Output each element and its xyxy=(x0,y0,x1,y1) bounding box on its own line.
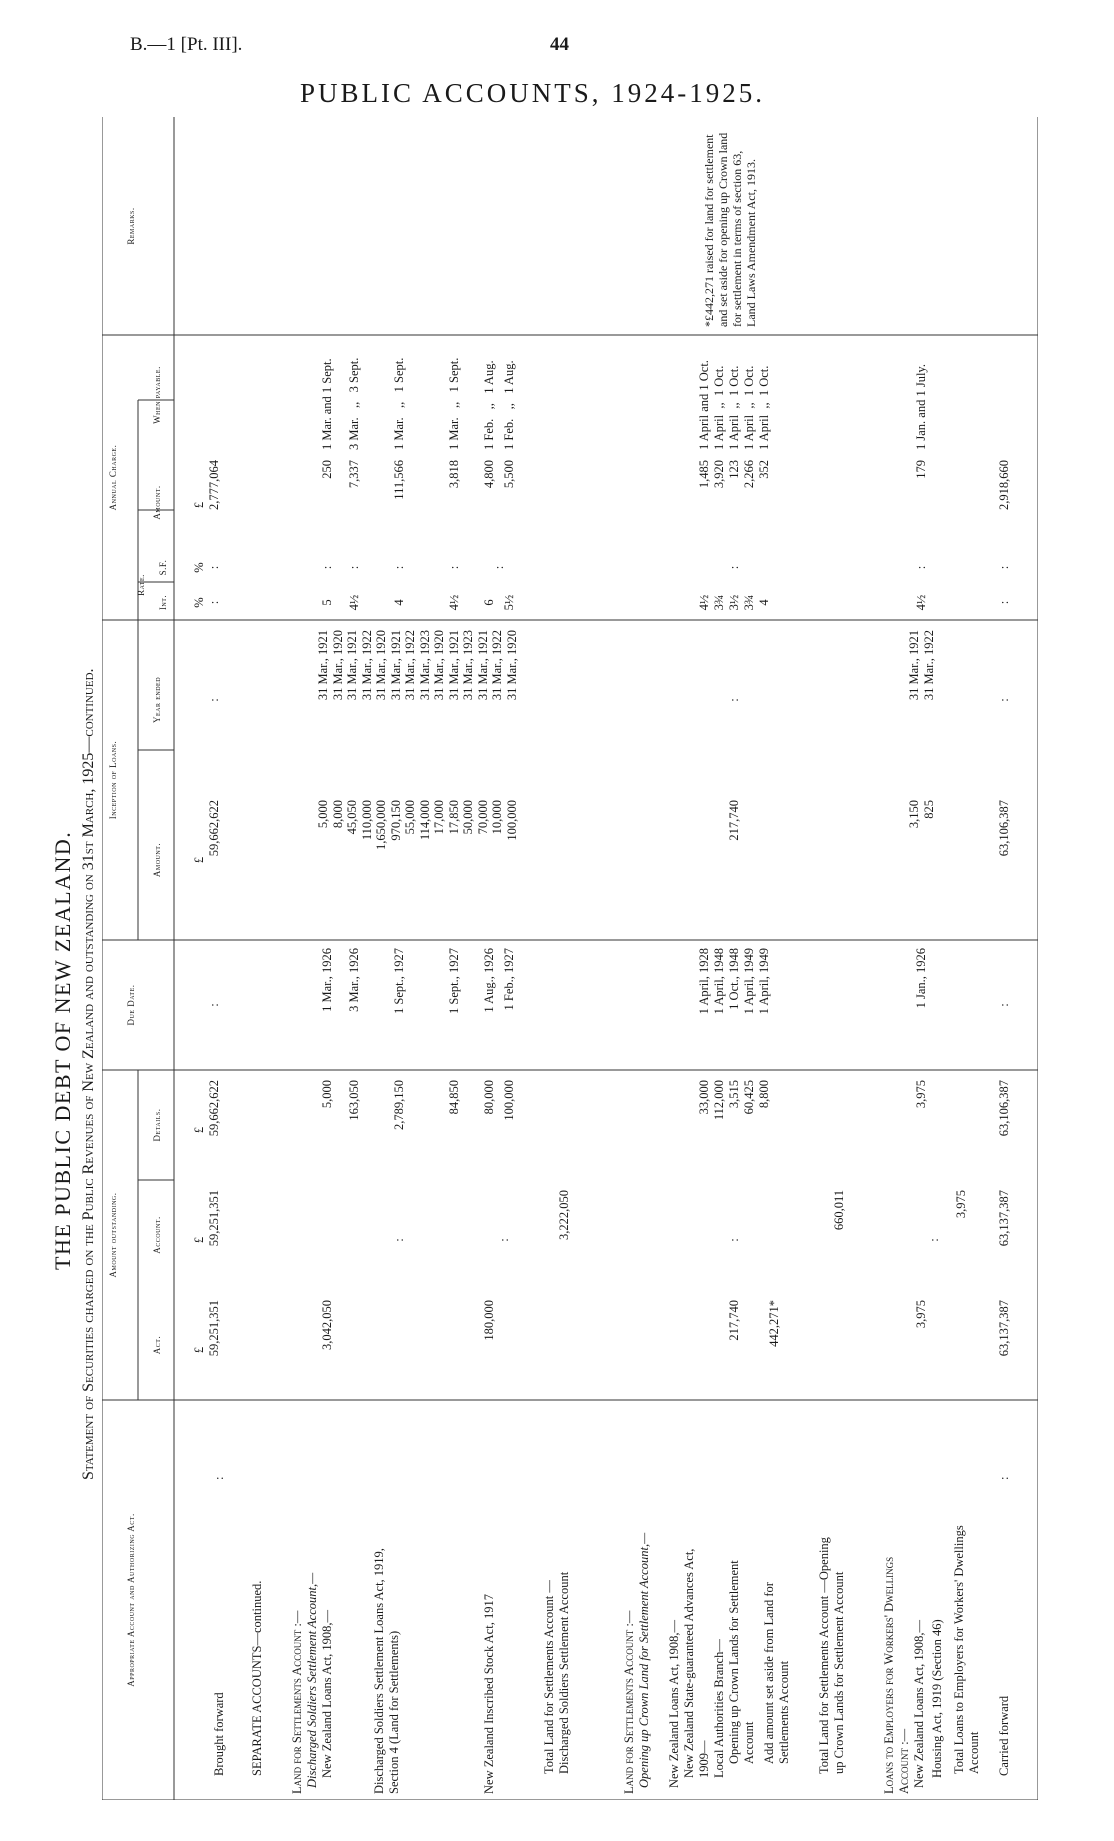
running-title: PUBLIC ACCOUNTS, 1924-1925. xyxy=(300,78,766,108)
rate-6: 5½ xyxy=(502,594,516,611)
document-title: THE PUBLIC DEBT OF NEW ZEALAND. xyxy=(50,830,75,1270)
dots: : xyxy=(320,565,334,570)
lfs-heading: Land for Settlements Account :— xyxy=(290,1610,304,1794)
dssla-det-2: 84,850 xyxy=(447,1080,461,1115)
bf-account: 59,251,351 xyxy=(207,1190,221,1247)
add-act: 442,271* xyxy=(767,1300,781,1347)
header-due: Due Date. xyxy=(126,984,136,1026)
add-amount-label: Add amount set aside from Land for Settlements Account xyxy=(762,1582,791,1764)
discharged-soldiers-act: Discharged Soldiers Settlement Loans Act, 1919, Section 4 (Land for Settlements) xyxy=(372,1548,401,1794)
inc-sga-amount: 217,740 xyxy=(727,800,741,841)
ann-3: 111,566 xyxy=(392,460,406,500)
rate-2: 4½ xyxy=(347,594,361,611)
dots: : xyxy=(392,1238,406,1242)
dots: : xyxy=(997,698,1011,702)
header-inc-year: Year ended xyxy=(152,676,162,724)
dots: : xyxy=(997,565,1011,570)
inc-housing-amounts: 3,150 825 xyxy=(907,800,936,829)
dots: : xyxy=(207,1003,221,1007)
when-4: 1 Mar. ,, 1 Sept. xyxy=(447,357,461,450)
dots: : xyxy=(727,698,741,702)
due-date-column xyxy=(102,940,1038,1070)
cf-details: 63,106,387 xyxy=(997,1080,1011,1137)
rate-1: 5 xyxy=(320,599,334,606)
header-inception: Inception of Loans. xyxy=(108,740,118,820)
housing-act: Housing Act, 1919 (Section 46) xyxy=(930,1619,944,1778)
rate-4: 4½ xyxy=(447,594,461,611)
dots: : xyxy=(997,1003,1011,1007)
cf-account: 63,137,387 xyxy=(997,1190,1011,1247)
header-rate-int: Int. xyxy=(158,594,168,611)
cf-act: 63,137,387 xyxy=(997,1300,1011,1357)
header-out-details: Details. xyxy=(152,1108,162,1142)
housing-act: 3,975 xyxy=(914,1300,928,1329)
total-dss-account: 3,222,050 xyxy=(557,1190,571,1240)
dots: : xyxy=(347,565,361,570)
when-6: 1 Feb. ,, 1 Aug. xyxy=(502,360,516,450)
pound-sign: £ xyxy=(192,1126,206,1134)
header-ann-amount: Amount. xyxy=(152,485,162,520)
page-number: 44 xyxy=(550,34,569,55)
dots: : xyxy=(997,1476,1011,1480)
bf-details: 59,662,622 xyxy=(207,1080,221,1137)
housing-det: 3,975 xyxy=(914,1080,928,1109)
pound-sign: £ xyxy=(192,501,206,509)
when-3: 1 Mar. ,, 1 Sept. xyxy=(392,357,406,450)
inc-years: 31 Mar., 1921 31 Mar., 1920 31 Mar., 1921 31 Mar., 1922 31 Mar., 1920 31 Mar., 1921 31 Mar., 1922 31 Mar., 1923 31 Mar., 1920 31 Mar., 1921 31 Mar., 1923 31 Mar., 1921 31 Mar., 1922 31 Mar., 1920 xyxy=(316,630,519,701)
when-2: 3 Mar. ,, 3 Sept. xyxy=(347,357,361,450)
sga-details: 33,000 112,000 3,515 60,425 8,800 xyxy=(697,1080,771,1121)
dots: : xyxy=(914,565,928,570)
due-3: 1 Sept., 1927 xyxy=(392,948,406,1014)
inc-cf-amount: 63,106,387 xyxy=(997,800,1011,857)
due-sga: 1 April, 1928 1 April, 1948 1 Oct., 1948 1 April, 1949 1 April, 1949 xyxy=(697,948,771,1015)
housing-when: 1 Jan. and 1 July. xyxy=(914,364,928,450)
when-5: 1 Feb. ,, 1 Aug. xyxy=(482,360,496,450)
pound-sign: £ xyxy=(192,856,206,864)
total-workers-account: 3,975 xyxy=(954,1190,968,1219)
annual-charge-column xyxy=(102,335,1038,620)
housing-amount: 179 xyxy=(914,460,928,479)
ann-1: 250 xyxy=(320,460,334,479)
inc-housing-years: 31 Mar., 1921 31 Mar., 1922 xyxy=(907,630,936,701)
pound-sign: £ xyxy=(192,1346,206,1354)
nzla-det-1: 5,000 xyxy=(320,1080,334,1109)
header-rate: Rate. xyxy=(136,574,146,596)
header-inc-amount: Amount. xyxy=(152,842,162,878)
nz-inscribed-stock-act: New Zealand Inscribed Stock Act, 1917 xyxy=(482,1594,496,1794)
separate-accounts-heading: SEPARATE ACCOUNTS—continued. xyxy=(250,1580,264,1776)
ann-4: 3,818 xyxy=(447,460,461,489)
dssla-det: 2,789,150 xyxy=(392,1080,406,1130)
nz-loans-act-3: New Zealand Loans Act, 1908,— xyxy=(912,1619,926,1788)
dots: : xyxy=(207,600,221,605)
local-authorities-branch: Local Authorities Branch— xyxy=(712,1639,726,1778)
sga-when: 1 April and 1 Oct. 1 April ,, 1 Oct. 1 April ,, 1 Oct. 1 April ,, 1 Oct. 1 April ,, 1 Oct. xyxy=(697,360,771,450)
header-remarks: Remarks. xyxy=(126,207,136,245)
header-out-act: Act. xyxy=(152,1335,162,1355)
nz-loans-act-2: New Zealand Loans Act, 1908,— xyxy=(667,1619,681,1788)
due-6: 1 Feb., 1927 xyxy=(502,948,516,1011)
due-1: 1 Mar., 1926 xyxy=(320,948,334,1012)
pound-sign: £ xyxy=(192,1236,206,1244)
dots: : xyxy=(497,1238,511,1242)
carried-forward-label: Carried forward xyxy=(997,1695,1011,1776)
sga-amounts: 1,485 3,920 123 2,266 352 xyxy=(697,460,771,489)
account-column xyxy=(102,1400,1038,1800)
page-reference: B.—1 [Pt. III]. xyxy=(130,34,243,55)
total-opening-label: Total Land for Settlements Account —Opening up Crown Lands for Settlement Account xyxy=(817,1537,846,1774)
sga-act: 217,740 xyxy=(727,1300,741,1341)
rate-3: 4 xyxy=(392,599,406,606)
due-4: 1 Sept., 1927 xyxy=(447,948,461,1014)
dots: : xyxy=(207,565,221,570)
sga-rates: 4½ 3¾ 3½ 3¾ 4 xyxy=(697,594,771,611)
when-1: 1 Mar. and 1 Sept. xyxy=(320,358,334,450)
dots: : xyxy=(447,565,461,570)
opening-heading: Opening up Crown Land for Settlement Account,— xyxy=(637,1532,651,1788)
dots: : xyxy=(997,600,1011,605)
debt-table xyxy=(102,117,1038,1800)
dots: : xyxy=(927,1238,941,1242)
rotated-table-content xyxy=(102,117,1038,1800)
header-outstanding: Amount outstanding. xyxy=(108,1192,118,1278)
document-subtitle: Statement of Securities charged on the Public Revenues of New Zealand and outstanding on 31st March, 1925—continued. xyxy=(80,668,97,1480)
ann-6: 5,500 xyxy=(502,460,516,489)
opening-up-crown-lands: Opening up Crown Lands for Settlement Account xyxy=(727,1560,756,1764)
due-5: 1 Aug., 1926 xyxy=(482,948,496,1013)
percent-sign: % xyxy=(192,597,206,608)
header-rate-sf: S.F. xyxy=(158,559,168,576)
state-guaranteed-act: New Zealand State-guaranteed Advances Act, 1909— xyxy=(682,1548,711,1778)
outstanding-column xyxy=(102,1070,1038,1400)
ann-bf-amount: 2,777,064 xyxy=(207,460,221,510)
inc-bf-amount: 59,662,622 xyxy=(207,800,221,857)
nzla-det-2: 163,050 xyxy=(347,1080,361,1121)
total-discharged-label: Total Land for Settlements Account —Discharged Soldiers Settlement Account xyxy=(542,1571,571,1774)
ann-cf-amount: 2,918,660 xyxy=(997,460,1011,510)
ann-2: 7,337 xyxy=(347,460,361,489)
nzisa-det-2: 100,000 xyxy=(502,1080,516,1121)
dots: : xyxy=(727,1238,741,1242)
percent-sign: % xyxy=(192,562,206,573)
brought-forward-label: Brought forward xyxy=(212,1692,226,1776)
dss-act: 3,042,050 xyxy=(320,1300,334,1350)
due-housing: 1 Jan., 1926 xyxy=(914,948,928,1009)
due-2: 3 Mar., 1926 xyxy=(347,948,361,1012)
inception-column xyxy=(102,620,1038,940)
ann-5: 4,800 xyxy=(482,460,496,489)
header-out-account: Account. xyxy=(152,1216,162,1254)
nz-loans-act: New Zealand Loans Act, 1908,— xyxy=(320,1609,334,1778)
dots: : xyxy=(727,565,741,570)
dots: : xyxy=(207,698,221,702)
dots: : xyxy=(492,565,506,570)
total-opening-account: 660,011 xyxy=(832,1190,846,1231)
housing-rate: 4½ xyxy=(914,594,928,611)
lfs-heading-2: Land for Settlements Account :— xyxy=(622,1610,636,1794)
total-workers-label: Total Loans to Employers for Workers' Dwellings Account xyxy=(952,1525,981,1774)
remarks-note: *£442,271 raised for land for settlement and set aside for opening up Crown land for settlement in terms of section 63, Land Laws Amendment Act, 1913. xyxy=(702,132,758,327)
nzisa-act: 180,000 xyxy=(482,1300,496,1341)
workers-heading: Loans to Employers for Workers' Dwellings Account :— xyxy=(882,1556,911,1794)
inc-amounts: 5,000 8,000 45,050 110,000 1,650,000 970,150 55,000 114,000 17,000 17,850 50,000 70,000 10,000 100,000 xyxy=(316,800,519,850)
header-annual: Annual Charge. xyxy=(108,444,118,511)
discharged-heading: Discharged Soldiers Settlement Account,— xyxy=(305,1572,319,1788)
header-when: When payable. xyxy=(152,366,162,424)
dots: : xyxy=(212,1476,226,1480)
bf-act: 59,251,351 xyxy=(207,1300,221,1357)
rate-5: 6 xyxy=(482,599,496,606)
dots: : xyxy=(392,565,406,570)
remarks-column xyxy=(102,117,1038,335)
nzisa-det-1: 80,000 xyxy=(482,1080,496,1115)
header-account: Appropriate Account and Authorizing Act. xyxy=(126,1513,136,1687)
